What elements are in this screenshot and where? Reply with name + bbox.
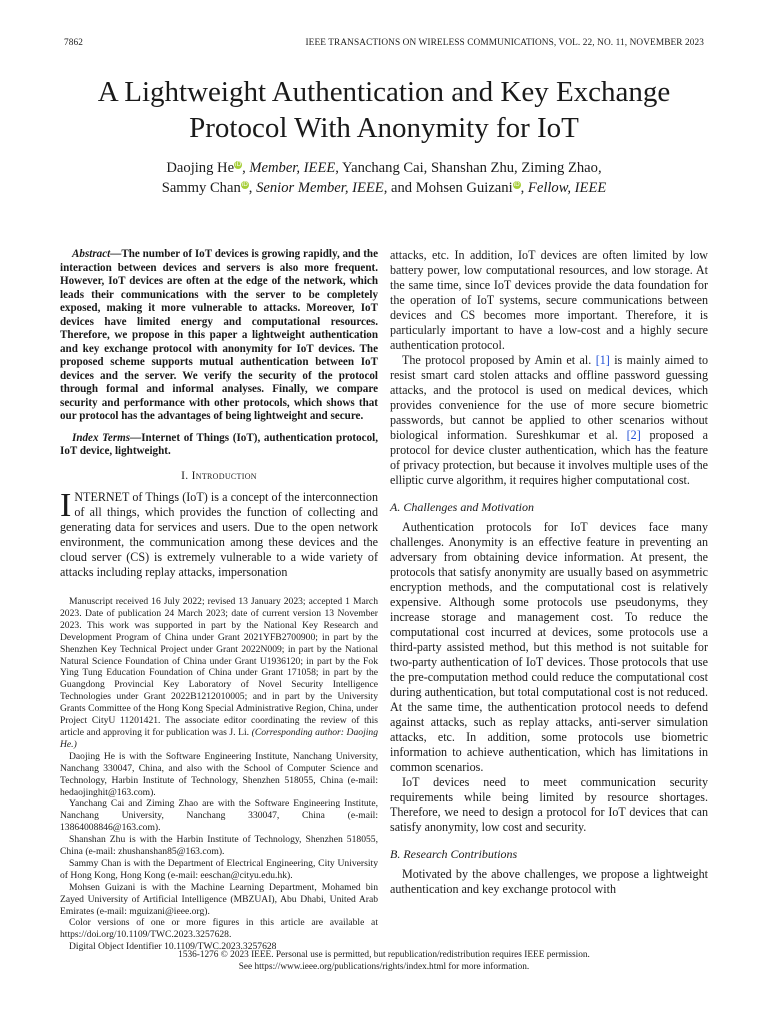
body-paragraph: Authentication protocols for IoT devices face many challenges. Anonymity is an effective feature in preventing an adversary from obtaining device information. At present, the protocols that satisfy anonymity are usually based on asymmetric encryption methods, and the computational cost is relatively expensive. Although some protocols use pseudonyms, they increase storage and management cost. To reduce the computational cost incurred at devices, some protocols use a third-party assisted method, but this method is not suitable for two-party authentication of IoT devices. Those protocols that use the pre-computation method could reduce the computational cost during authentication, but total computational cost is not reduced. At the same time, the authentication protocol needs to defend against attacks, such as replay attacks, anti-server simulation attacks, etc. In addition, some protocols use biometric information to achieve authentication, which has limitations in common scenarios. (390, 520, 708, 774)
index-terms-text: Internet of Things (IoT), authentication protocol, IoT device, lightweight. (60, 431, 378, 457)
author-title: Senior Member, IEEE (256, 180, 384, 196)
author-line-1: Daojing HeiD, Member, IEEE, Yanchang Cai, Shanshan Zhu, Ziming Zhao, (166, 160, 602, 176)
rights-line: See https://www.ieee.org/publications/rights/index.html for more information. (238, 962, 530, 972)
orcid-icon[interactable]: iD (234, 161, 242, 169)
subsection-heading-contributions: B. Research Contributions (390, 847, 518, 861)
author-name: Sammy Chan (161, 180, 241, 196)
abstract-text: The number of IoT devices is growing rapidly, and the interaction between devices and servers is also more frequent. However, IoT devices are often at the edge of the network, which leads their communications with the server to be completely exposed, making it more vulnerable to attacks. Moreover, IoT devices have limited energy and computational resources. Therefore, we propose in this paper a lightweight authentication and key exchange protocol with anonymity for IoT devices. The proposed scheme supports mutual authentication between IoT devices and the server. We verify the security of the protocol through formal and informal analyses. Finally, we compare security and performance with other protocols, which shows that our protocol has the advantages of being lightweight and secure. (60, 248, 378, 422)
title-line-1: A Lightweight Authentication and Key Exchange (97, 76, 671, 108)
abstract (60, 248, 378, 424)
author-list (60, 158, 708, 198)
index-terms-label: Index Terms— (72, 431, 142, 444)
orcid-icon[interactable]: iD (241, 181, 248, 189)
intro-paragraph: INTERNET of Things (IoT) is a concept of the interconnection of all things, which provides the function of collecting and generating data for services and users. Due to the open network environment, the communication among these devices and the cloud server (CS) is extremely vulnerable to a wide variety of attacks including replay attacks, impersonation (60, 486, 378, 579)
left-column (60, 248, 378, 580)
author-line-2: Sammy ChaniD, Senior Member, IEEE, and Mohsen GuizaniiD, Fellow, IEEE (161, 180, 607, 196)
footnote-manuscript: Manuscript received 16 July 2022; revised 13 January 2023; accepted 1 March 2023. Date of publication 24 March 2023; date of current version 13 November 2023. This work was supported in part by the National Key Research and Development Program of China under Grant 2021YFB2700900; in part by the Shenzhen Key Technical Project under Grant 2022N009; in part by the National Natural Science Foundation of China under Grant U1936120; in part by the Fok Ying Tung Education Foundation of China under Grant 171058; in part by the Guangdong Provincial Key Laboratory of Novel Security Intelligence Technologies under Grant 2022B1212010005; and in part by the University Grants Committee of the Hong Kong Special Administrative Region, China, under Project CityU 11201421. The associate editor coordinating the review of this article and approving it for publication was J. Li. (Corresponding author: Daojing He.) (60, 596, 378, 750)
body-paragraph: The protocol proposed by Amin et al. [1] is mainly aimed to resist smart card stolen attacks and offline password guessing attacks, and the protocol is used on medical devices, which provides convenience for the use of more secure biometric passwords, but cannot be applied to other scenarios without biological information. Sureshkumar et al. [2] proposed a protocol for device cluster authentication, which has the feature of privacy protection, but because it involves multiple uses of the elliptic curve algorithm, it requires higher computational cost. (390, 353, 708, 487)
section-heading-introduction: I. Introduction (181, 469, 257, 482)
body-paragraph: attacks, etc. In addition, IoT devices are often limited by low battery power, low computational resources, and low storage. At the same time, since IoT devices provide the data foundation for the operation of IoT systems, secure communications between devices and CS becomes more important. Therefore, it is particularly important to have a low-cost and a highly secure authentication protocol. (390, 248, 708, 352)
journal-header: IEEE TRANSACTIONS ON WIRELESS COMMUNICATIONS, VOL. 22, NO. 11, NOVEMBER 2023 (305, 38, 704, 48)
subsection-heading-challenges: A. Challenges and Motivation (390, 500, 534, 514)
author-title: Fellow, IEEE (527, 180, 607, 196)
page-number: 7862 (64, 38, 83, 48)
footnote-doi: Digital Object Identifier 10.1109/TWC.2023.3257628 (69, 941, 277, 953)
orcid-icon[interactable]: iD (513, 181, 520, 189)
footnote-color-versions: Color versions of one or more figures in this article are available at https://doi.org/10.1109/TWC.2023.3257628. (60, 917, 378, 941)
abstract-label: Abstract— (72, 248, 122, 260)
citation-link[interactable]: [1] (595, 353, 610, 367)
drop-cap: I (60, 486, 72, 524)
copyright-line: 1536-1276 © 2023 IEEE. Personal use is permitted, but republication/redistribution requires IEEE permission. (178, 950, 590, 960)
author-names: Yanchang Cai, Shanshan Zhu, Ziming Zhao, (342, 160, 602, 176)
title-line-2: Protocol With Anonymity for IoT (189, 112, 579, 144)
footnote-affiliation: Sammy Chan is with the Department of Electrical Engineering, City University of Hong Kong, Hong Kong (e-mail: eeschan@cityu.edu.hk). (60, 857, 378, 881)
footnote-affiliation: Daojing He is with the Software Engineering Institute, Nanchang University, Nanchang 330047, China, and also with the School of Computer Science and Technology, Harbin Institute of Technology, Shenzhen 518055, China (e-mail: hedaojinghit@163.com). (60, 750, 378, 798)
author-name: Daojing He (166, 160, 235, 176)
footnote-affiliation: Shanshan Zhu is with the Harbin Institute of Technology, Shenzhen 518055, China (e-mail: zhushanshan85@163.com). (60, 834, 378, 858)
author-title: Member, IEEE (249, 160, 336, 176)
right-column (390, 248, 708, 897)
author-name: , and Mohsen Guizani (383, 180, 513, 196)
index-terms (60, 432, 378, 459)
copyright-footer (60, 949, 708, 973)
paper-title (40, 74, 728, 146)
citation-link[interactable]: [2] (626, 428, 641, 442)
footnote-affiliation: Mohsen Guizani is with the Machine Learning Department, Mohamed bin Zayed University of Artificial Intelligence (MBZUAI), Abu Dhabi, United Arab Emirates (e-mail: mguizani@ieee.org). (60, 881, 378, 917)
footnotes (60, 596, 378, 953)
body-paragraph: IoT devices need to meet communication security requirements while being limited by resource shortages. Therefore, we need to design a protocol for IoT devices that can satisfy anonymity, low cost and security. (390, 775, 708, 834)
body-paragraph: Motivated by the above challenges, we propose a lightweight authentication and key exchange protocol with (390, 867, 708, 896)
footnote-affiliation: Yanchang Cai and Ziming Zhao are with the Software Engineering Institute, Nanchang University, Nanchang 330047, China (e-mail: 13864008846@163.com). (60, 798, 378, 834)
